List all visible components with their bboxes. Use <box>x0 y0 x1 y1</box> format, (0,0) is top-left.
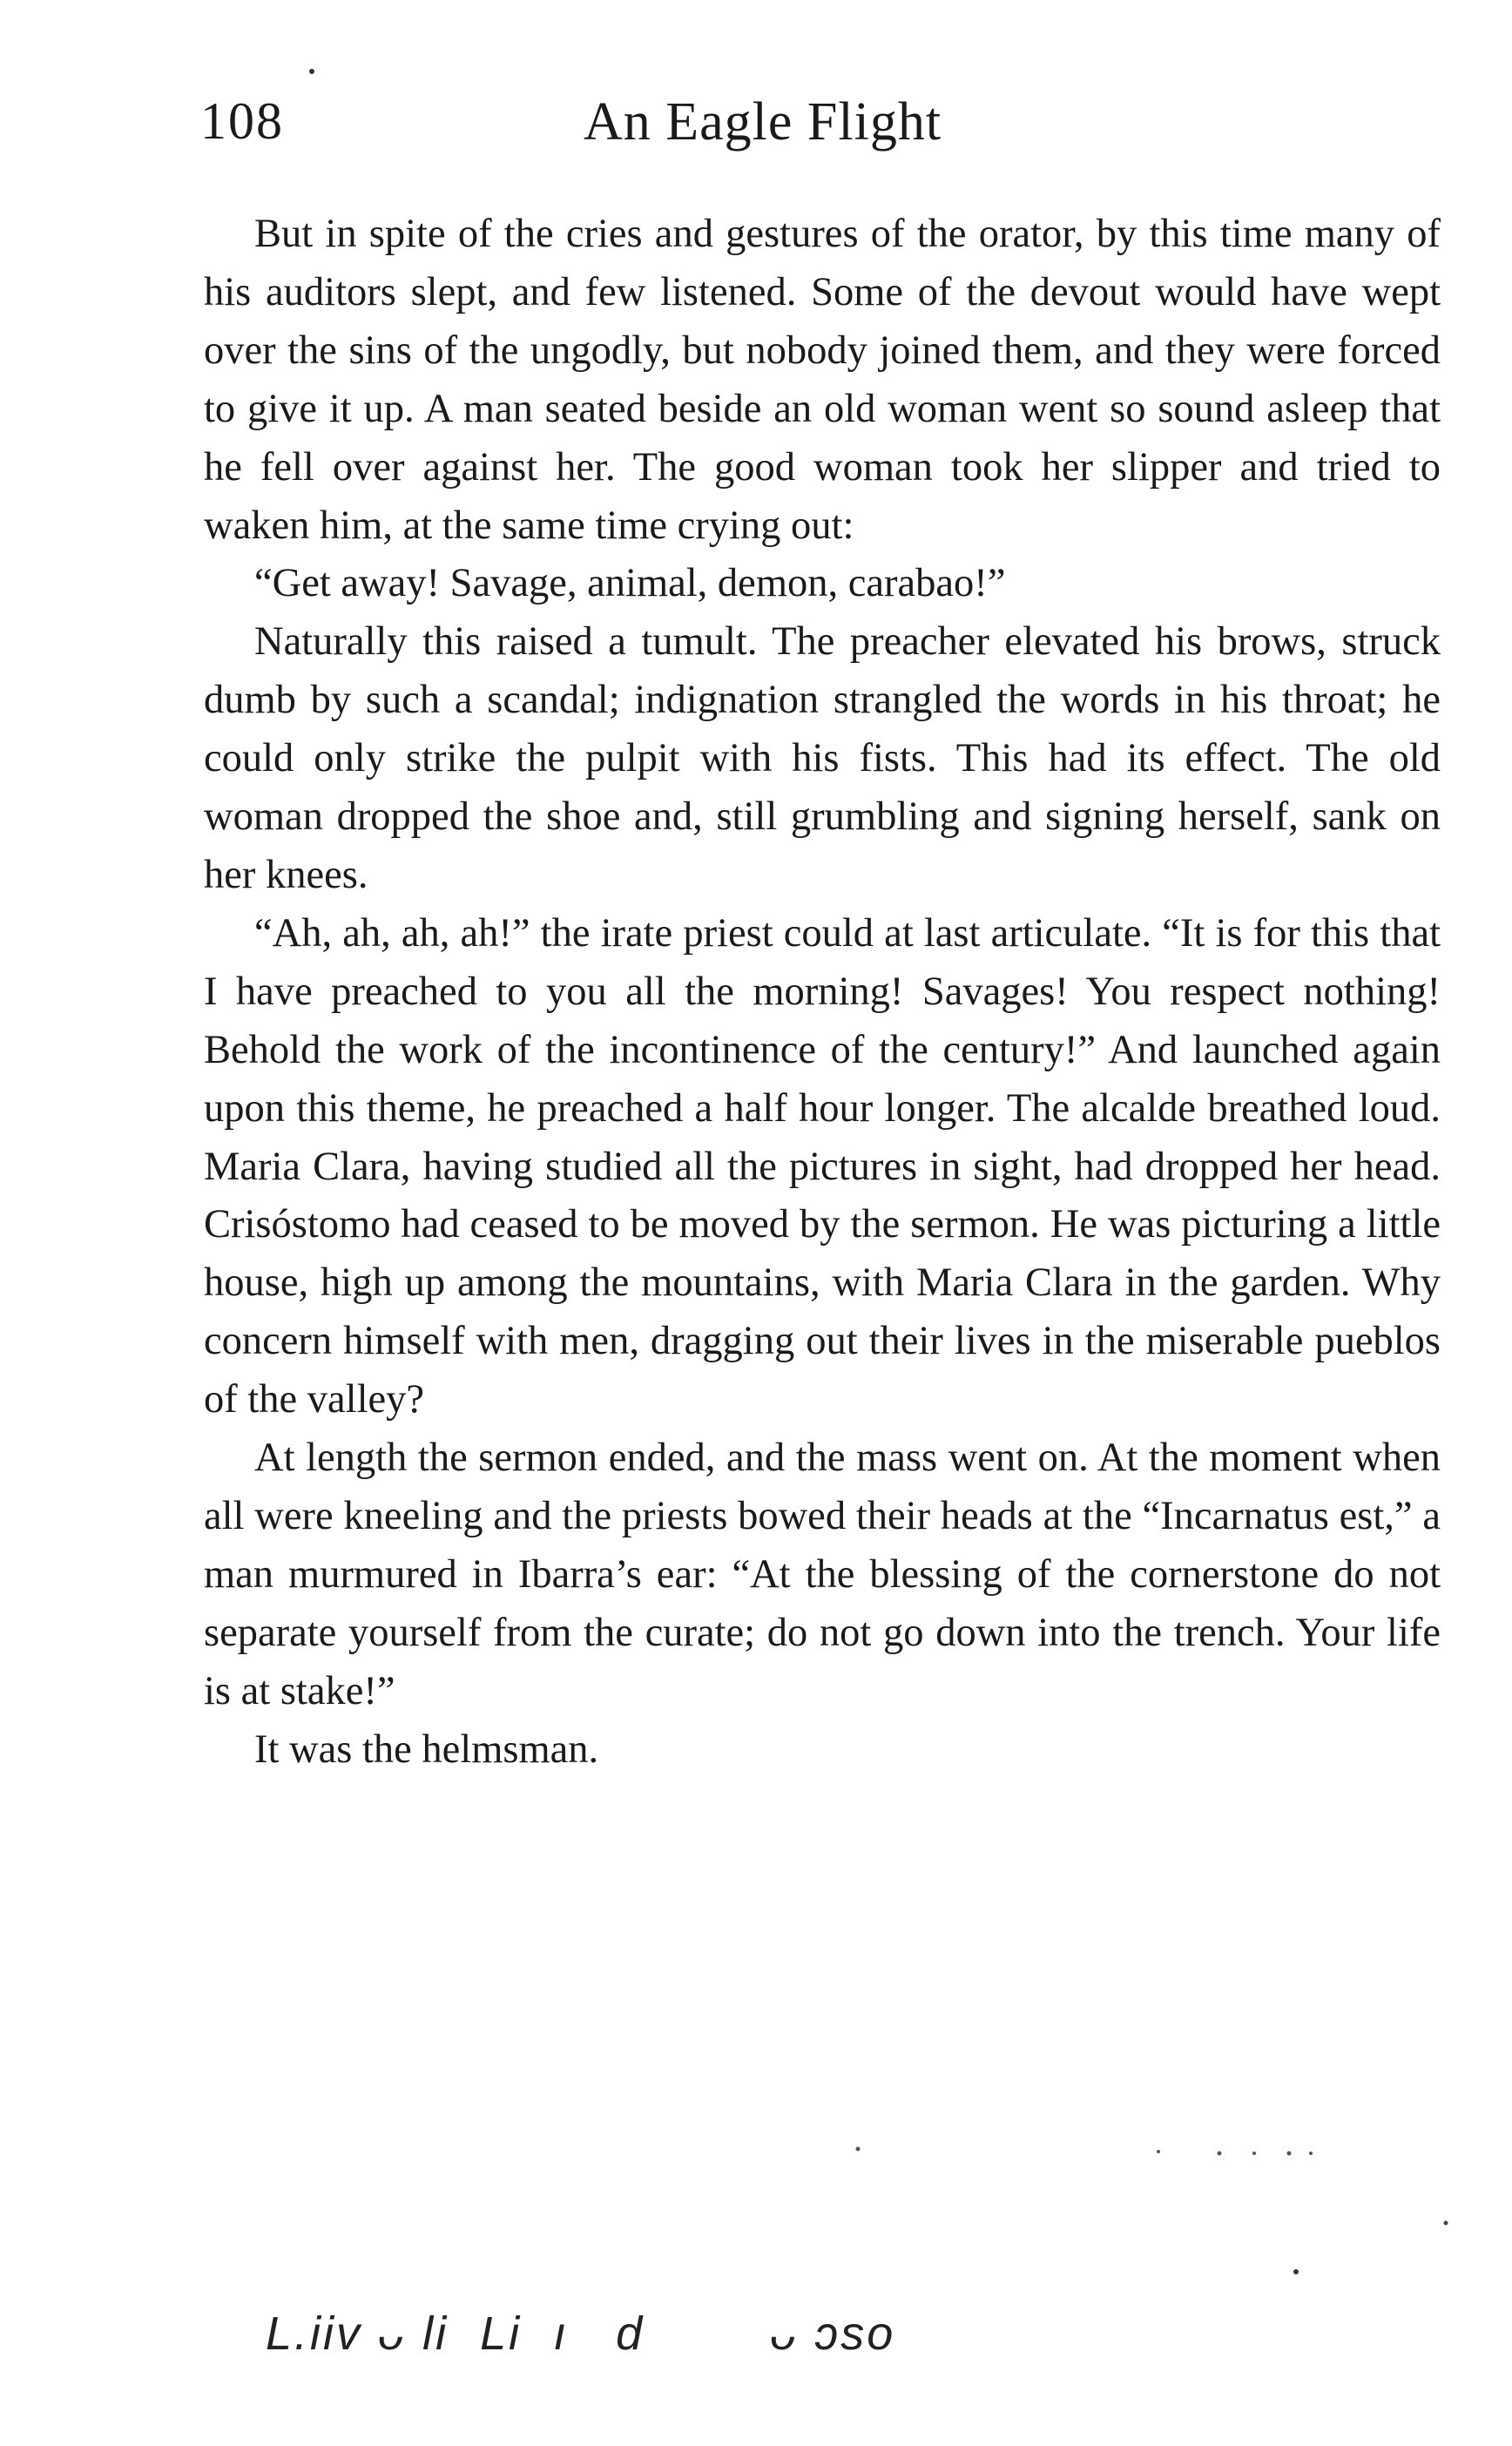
paragraph: “Get away! Savage, animal, demon, carabao!” <box>254 561 1006 606</box>
ink-speck <box>1309 2152 1313 2155</box>
body-text <box>204 206 1441 1779</box>
paragraph: It was the helmsman. <box>254 1726 599 1772</box>
ink-speck <box>1287 2152 1292 2156</box>
ink-speck <box>1218 2152 1222 2156</box>
ink-speck <box>309 69 314 74</box>
paragraph: Naturally this raised a tumult. The preacher elevated his brows, struck dumb by such a scandal; indignation strangled the words in his throat; he could only strike the pulpit with his fists. This had its effect. The old woman dropped the shoe and, still grumbling and signing herself, sank on her knees. <box>204 619 1441 897</box>
ink-speck <box>1444 2221 1448 2226</box>
running-title: An Eagle Flight <box>584 92 942 152</box>
ink-speck <box>1157 2150 1160 2153</box>
running-head <box>200 91 1455 170</box>
paragraph: But in spite of the cries and gestures of the orator, by this time many of his auditors slept, and few listened. Some of the devout would have wept over the sins of the ungodly, but nobody joined them, and they were forced to give it up. A man seated beside an old woman went so sound asleep that he fell over against her. The good woman took her slipper and tried to waken him, at the same time crying out: <box>204 212 1441 548</box>
page-number: 108 <box>200 92 284 150</box>
paragraph: At length the sermon ended, and the mass went on. At the moment when all were kneeling and the priests bowed their heads at the “Incarnatus est,” a man murmured in Ibarra’s ear: “At the blessing of the cornerstone do not separate yourself from the curate; do not go down into the trench. Your life is at stake!” <box>204 1436 1441 1713</box>
paragraph: “Ah, ah, ah, ah!” the irate priest could at last articulate. “It is for this that I have preached to you all the morning! Savages! You respect nothing! Behold the work of the incontinence of the century!” And launched again upon this theme, he preached a half hour longer. The alcalde breathed loud. Maria Clara, having studied all the pictures in sight, had dropped her head. Crisóstomo had ceased to be moved by the sermon. He was picturing a little house, high up among the mountains, with Maria Clara in the garden. Why concern himself with men, dragging out their lives in the miserable pueblos of the valley? <box>204 910 1441 1422</box>
library-stamp: L.iiv ᴗ li Li ı d ᴗ ɔso <box>266 2307 896 2360</box>
ink-speck <box>1252 2152 1256 2155</box>
ink-speck <box>856 2147 861 2152</box>
ink-speck <box>1293 2269 1299 2274</box>
